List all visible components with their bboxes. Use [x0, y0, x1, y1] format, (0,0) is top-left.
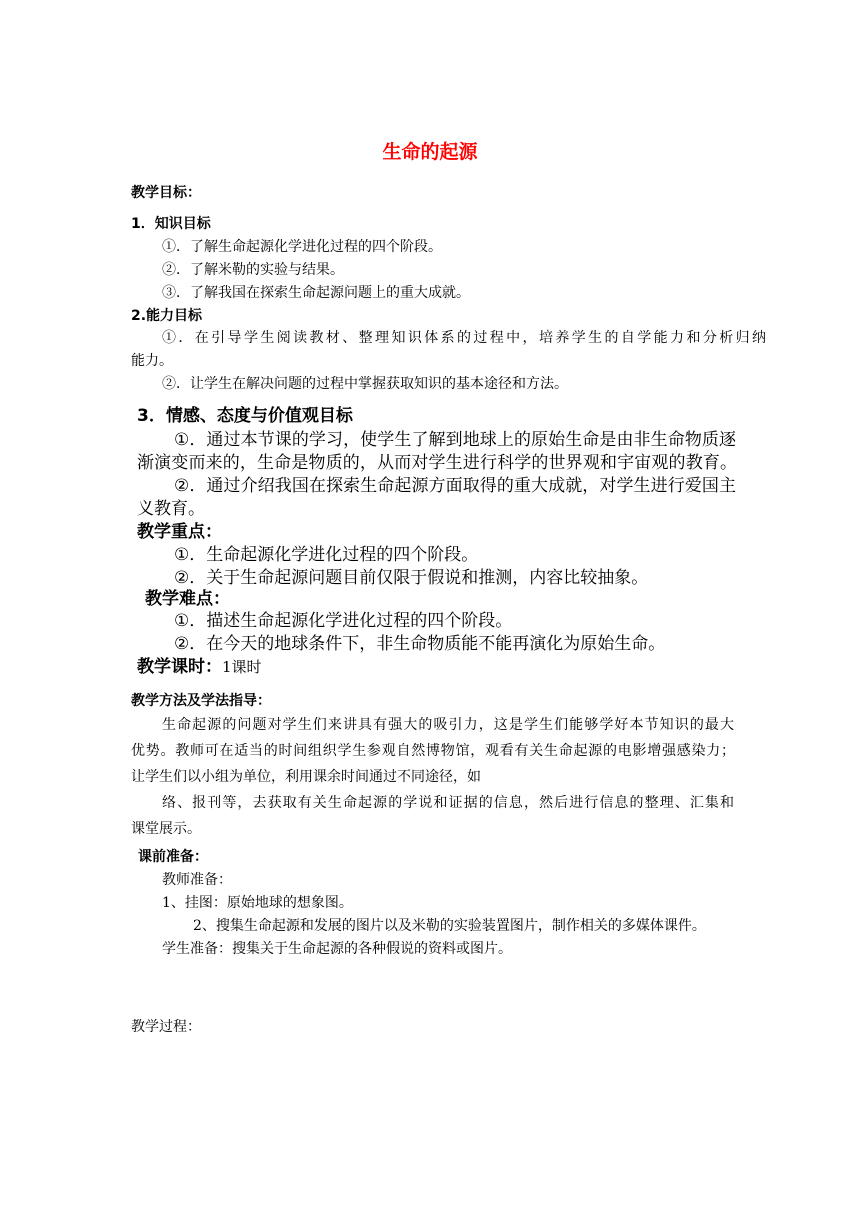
- difficulty-2: ②．在今天的地球条件下，非生命物质能不能再演化为原始生命。: [174, 634, 666, 654]
- emotion-item-1-line-1: ①．通过本节课的学习，使学生了解到地球上的原始生命是由非生命物质逐: [174, 430, 736, 450]
- emotion-heading: 3．情感、态度与价值观目标: [137, 406, 353, 426]
- methods-line-2: 优势。教师可在适当的时间组织学生参观自然博物馆，观看有关生命起源的电影增强感染力；: [131, 743, 735, 759]
- ability-item-2: ②．让学生在解决问题的过程中掌握获取知识的基本途径和方法。: [162, 376, 568, 392]
- difficulty-1: ①．描述生命起源化学进化过程的四个阶段。: [174, 611, 513, 631]
- prep-item-2: 2、搜集生命起源和发展的图片以及米勒的实验装置图片，制作相关的多媒体课件。: [193, 918, 706, 934]
- knowledge-heading: 1．知识目标: [131, 216, 211, 232]
- knowledge-item-1: ①．了解生命起源化学进化过程的四个阶段。: [162, 239, 442, 255]
- emotion-item-2-line-2: 义教育。: [137, 499, 205, 519]
- methods-line-5: 课堂展示。: [131, 821, 201, 837]
- key-point-2: ②．关于生命起源问题目前仅限于假说和推测，内容比较抽象。: [174, 568, 649, 588]
- hours-row: [137, 652, 262, 677]
- emotion-item-1-line-2: 渐演变而来的，生命是物质的，从而对学生进行科学的世界观和宇宙观的教育。: [137, 453, 737, 473]
- emotion-item-2-line-1: ②．通过介绍我国在探索生命起源方面取得的重大成就，对学生进行爱国主: [174, 476, 736, 496]
- key-points-heading: 教学重点：: [137, 522, 222, 542]
- methods-line-4: 络、报刊等，去获取有关生命起源的学说和证据的信息，然后进行信息的整理、汇集和: [162, 795, 734, 811]
- prep-teacher-label: 教师准备：: [162, 872, 232, 888]
- knowledge-item-3: ③．了解我国在探索生命起源问题上的重大成就。: [162, 285, 470, 301]
- methods-line-1: 生命起源的问题对学生们来讲具有强大的吸引力，这是学生们能够学好本节知识的最大: [162, 717, 734, 733]
- process-heading: 教学过程：: [131, 1019, 201, 1035]
- difficulties-heading: 教学难点：: [145, 589, 230, 609]
- ability-item-1-line-1: ①．在引导学生阅读教材、整理知识体系的过程中，培养学生的自学能力和分析归纳: [162, 330, 766, 346]
- knowledge-item-2: ②．了解米勒的实验与结果。: [162, 262, 344, 278]
- hours-value: 1课时: [222, 658, 262, 676]
- page-title: 生命的起源: [382, 141, 478, 163]
- prep-item-1: 1、挂图：原始地球的想象图。: [162, 895, 353, 911]
- ability-heading: 2.能力目标: [131, 308, 203, 324]
- prep-student: 学生准备：搜集关于生命起源的各种假说的资料或图片。: [162, 941, 512, 957]
- hours-label: 教学课时：: [137, 657, 222, 677]
- objectives-heading: 教学目标：: [131, 185, 201, 201]
- prep-heading: 课前准备：: [138, 849, 208, 865]
- methods-heading: 教学方法及学法指导：: [131, 693, 271, 709]
- methods-line-3: 让学生们以小组为单位，利用课余时间通过不同途径，如: [131, 769, 481, 785]
- ability-item-1-line-2: 能力。: [131, 353, 173, 369]
- key-point-1: ①．生命起源化学进化过程的四个阶段。: [174, 545, 479, 565]
